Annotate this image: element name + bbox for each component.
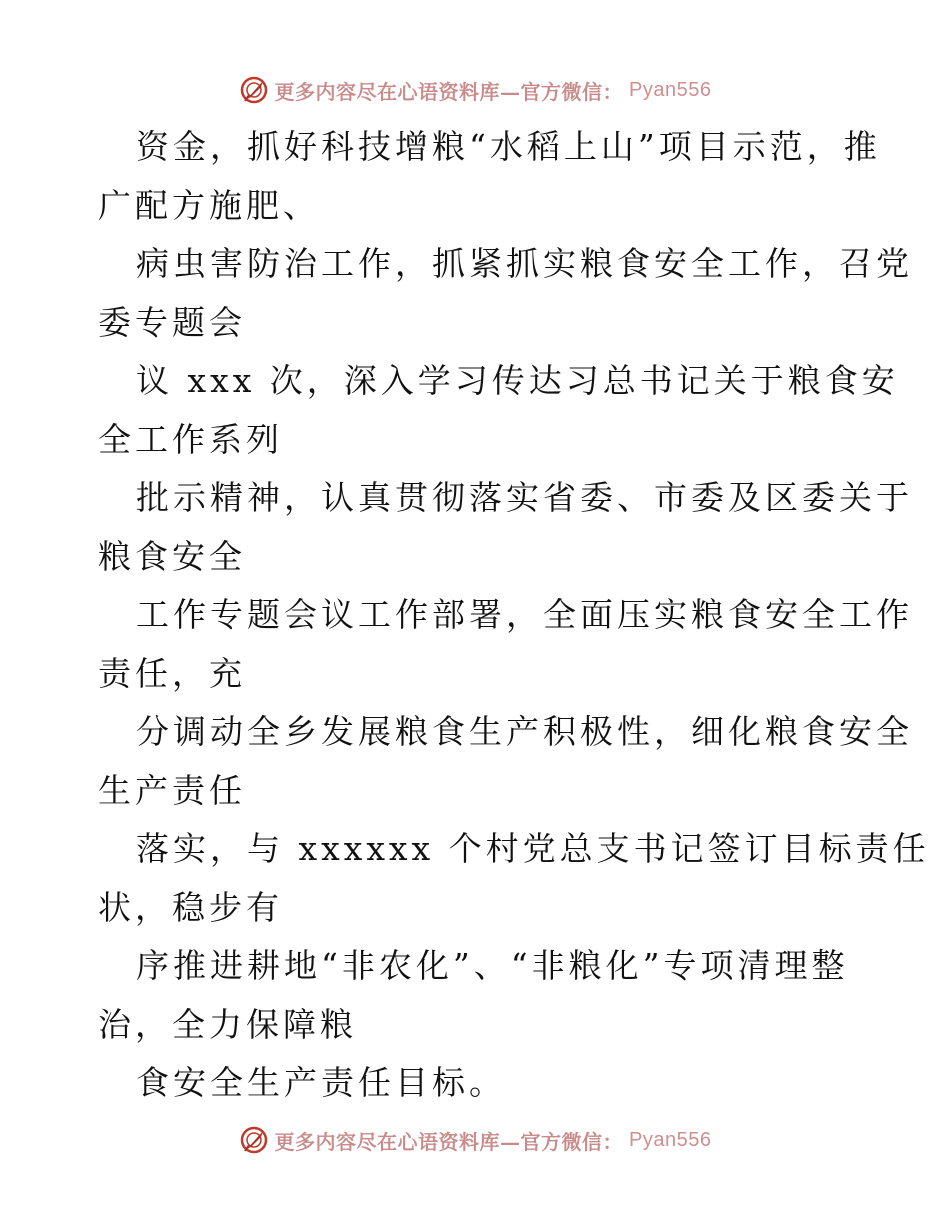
quill-logo-icon (239, 75, 269, 105)
paragraph (98, 586, 913, 703)
paragraph-line: 落实，与 xxxxxx 个村党总支书记签订目标责任 (136, 829, 930, 868)
watermark-wechat-id: Pyan556 (629, 78, 712, 101)
watermark-text: 更多内容尽在心语资料库—官方微信： (274, 1129, 624, 1154)
document-body (98, 118, 930, 1113)
paragraph-line: 食安全生产责任目标。 (136, 1063, 506, 1102)
paragraph-line: 广配方施肥、 (98, 185, 320, 225)
paragraph (98, 703, 913, 820)
paragraph-line: 资金，抓好科技增粮“水稻上山”项目示范，推 (136, 127, 881, 166)
watermark-wechat-id: Pyan556 (629, 1128, 712, 1151)
quill-logo-icon (239, 1125, 269, 1155)
paragraph (98, 820, 930, 937)
paragraph-line: 全工作系列 (98, 419, 283, 459)
paragraph (98, 235, 913, 352)
paragraph-line: 治，全力保障粮 (98, 1004, 357, 1044)
header-watermark (0, 70, 950, 110)
paragraph-line: 序推进耕地“非农化”、“非粮化”专项清理整 (136, 946, 849, 985)
paragraph (98, 469, 913, 586)
paragraph-line: 粮食安全 (98, 536, 246, 576)
paragraph-line: 分调动全乡发展粮食生产积极性，细化粮食安全 (136, 712, 913, 751)
paragraph-line: 批示精神，认真贯彻落实省委、市委及区委关于 (136, 478, 913, 517)
paragraph-line: 工作专题会议工作部署，全面压实粮食安全工作 (136, 595, 913, 634)
footer-watermark (0, 1120, 950, 1160)
watermark-text: 更多内容尽在心语资料库—官方微信： (274, 79, 624, 104)
paragraph-line: 状，稳步有 (98, 887, 283, 927)
paragraph (98, 352, 899, 469)
paragraph-line: 病虫害防治工作，抓紧抓实粮食安全工作，召党 (136, 244, 913, 283)
paragraph-line: 责任，充 (98, 653, 246, 693)
paragraph-line: 议 xxx 次，深入学习传达习总书记关于粮食安 (136, 361, 899, 400)
paragraph (98, 937, 858, 1054)
paragraph (98, 1054, 858, 1113)
paragraph-line: 生产责任 (98, 770, 246, 810)
paragraph (98, 118, 881, 235)
paragraph-line: 委专题会 (98, 302, 246, 342)
